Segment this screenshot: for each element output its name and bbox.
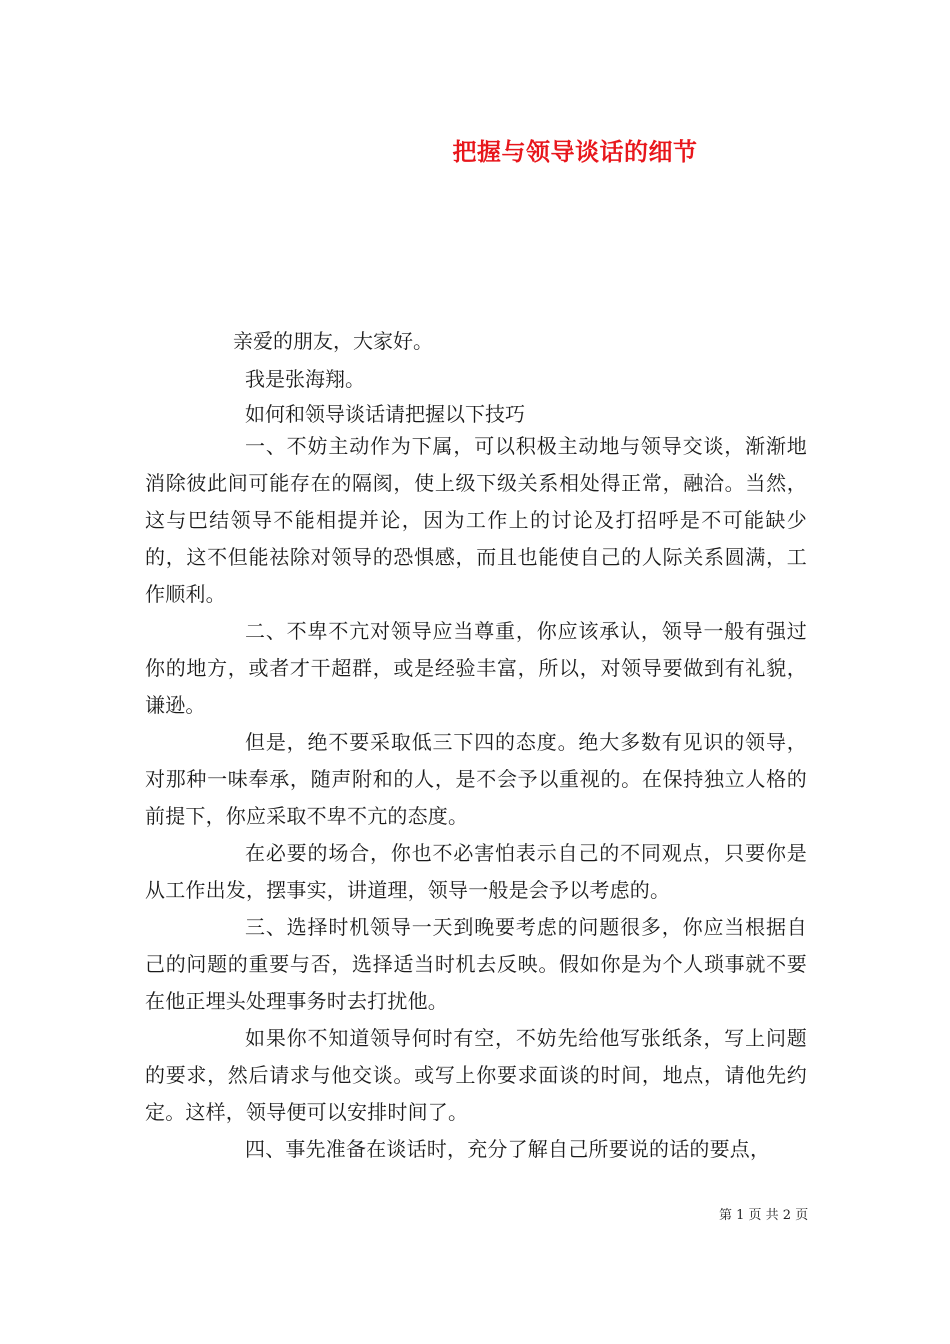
paragraph-5: 三、选择时机领导一天到晚要考虑的问题很多，你应当根据自己的问题的重要与否，选择适当时机去反映。假如你是为个人琐事就不要在他正埋头处理事务时去打扰他。 <box>145 915 807 1013</box>
paragraph-7: 四、事先准备在谈话时，充分了解自己所要说的话的要点， <box>245 1137 771 1161</box>
paragraph-3: 但是，绝不要采取低三下四的态度。绝大多数有见识的领导，对那种一味奉承，随声附和的人，是不会予以重视的。在保持独立人格的前提下，你应采取不卑不亢的态度。 <box>145 730 807 828</box>
greeting-line: 亲爱的朋友，大家好。 <box>233 329 433 353</box>
paragraph-4: 在必要的场合，你也不必害怕表示自己的不同观点，只要你是从工作出发，摆事实，讲道理，领导一般是会予以考虑的。 <box>145 841 807 902</box>
document-body <box>145 428 807 1168</box>
paragraph-2: 二、不卑不亢对领导应当尊重，你应该承认，领导一般有强过你的地方，或者才干超群，或是经验丰富，所以，对领导要做到有礼貌，谦逊。 <box>145 619 807 717</box>
paragraph-6: 如果你不知道领导何时有空，不妨先给他写张纸条，写上问题的要求，然后请求与他交谈。或写上你要求面谈的时间，地点，请他先约定。这样，领导便可以安排时间了。 <box>145 1026 807 1124</box>
page-number-footer: 第 1 页 共 2 页 <box>719 1208 809 1223</box>
paragraph-1: 一、不妨主动作为下属，可以积极主动地与领导交谈，渐渐地消除彼此间可能存在的隔阂，使上级下级关系相处得正常，融洽。当然，这与巴结领导不能相提并论，因为工作上的讨论及打招呼是不可能缺少的，这不但能祛除对领导的恐惧感，而且也能使自己的人际关系圆满，工作顺利。 <box>145 434 807 606</box>
document-title: 把握与领导谈话的细节 <box>452 137 698 166</box>
intro-line: 如何和领导谈话请把握以下技巧 <box>245 402 525 426</box>
self-introduction-line: 我是张海翔。 <box>245 367 365 391</box>
